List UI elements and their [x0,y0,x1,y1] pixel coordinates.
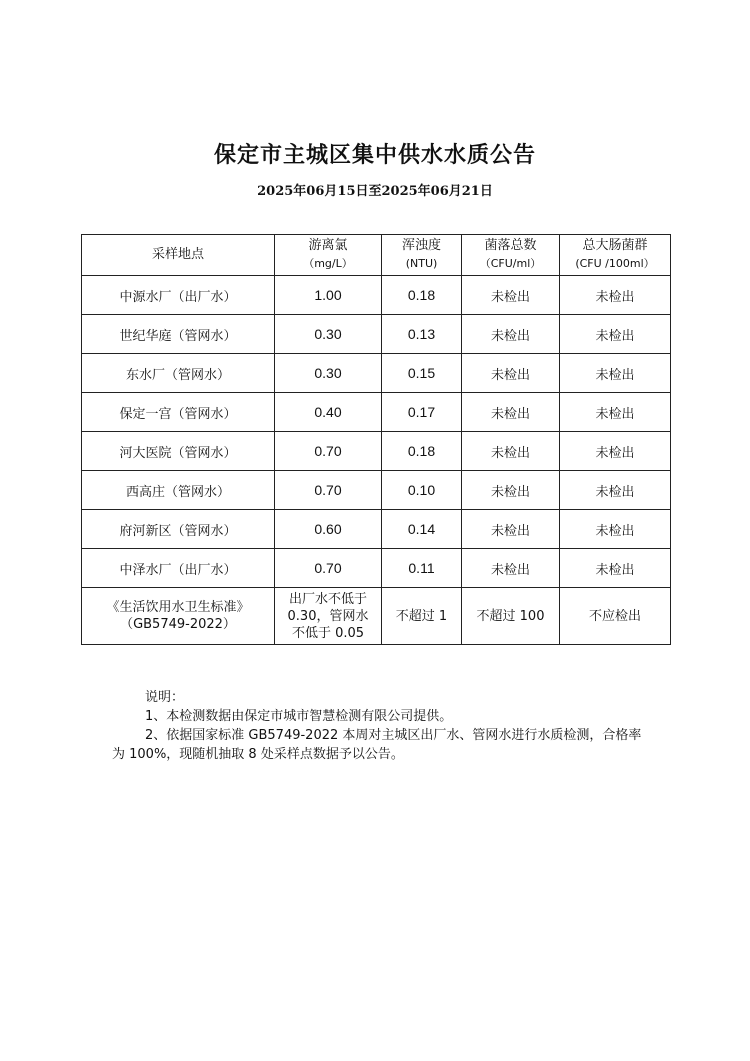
cell-site: 中泽水厂（出厂水） [82,549,275,588]
cell-colony: 未检出 [462,471,560,510]
cell-standard-name [82,588,275,645]
cell-coliform: 未检出 [560,549,671,588]
cell-chlorine: 0.30 [275,354,382,393]
cell-site: 西高庄（管网水） [82,471,275,510]
header-label: 菌落总数 [484,238,537,253]
cell-chlorine: 0.30 [275,315,382,354]
table-row [82,549,671,588]
cell-turbidity: 0.18 [382,432,462,471]
table-row [82,354,671,393]
cell-turbidity: 0.14 [382,510,462,549]
standard-chlorine-line: 0.30，管网水 [287,608,369,624]
cell-coliform: 未检出 [560,354,671,393]
table-row [82,432,671,471]
cell-site: 河大医院（管网水） [82,432,275,471]
cell-coliform: 未检出 [560,471,671,510]
cell-chlorine: 1.00 [275,276,382,315]
cell-turbidity: 0.11 [382,549,462,588]
cell-coliform: 未检出 [560,315,671,354]
cell-turbidity: 0.17 [382,393,462,432]
cell-standard-chlorine [275,588,382,645]
page-title: 保定市主城区集中供水水质公告 [213,142,536,168]
table-row [82,393,671,432]
cell-turbidity: 0.18 [382,276,462,315]
header-sampling-site [82,235,275,276]
table-row [82,510,671,549]
cell-colony: 未检出 [462,510,560,549]
table-row [82,315,671,354]
header-label: 游离氯 [308,238,348,253]
standard-row [82,588,671,645]
cell-site: 东水厂（管网水） [82,354,275,393]
header-unit: （mg/L） [303,257,353,270]
cell-coliform: 未检出 [560,393,671,432]
cell-coliform: 未检出 [560,510,671,549]
note-item: 1、本检测数据由保定市城市智慧检测有限公司提供。 [145,709,453,724]
header-unit: （CFU/ml） [479,257,542,270]
header-label: 采样地点 [151,247,204,262]
standard-chlorine-line: 不低于 0.05 [291,625,365,641]
water-quality-table [81,234,671,645]
cell-colony: 未检出 [462,549,560,588]
cell-colony: 未检出 [462,276,560,315]
cell-colony: 未检出 [462,432,560,471]
cell-turbidity: 0.15 [382,354,462,393]
cell-colony: 未检出 [462,393,560,432]
cell-colony: 未检出 [462,354,560,393]
notes-title: 说明： [145,690,185,705]
header-turbidity [382,235,462,276]
cell-coliform: 未检出 [560,276,671,315]
cell-site: 保定一宫（管网水） [82,393,275,432]
date-range: 2025年06月15日至2025年06月21日 [257,184,493,199]
standard-code: （GB5749-2022） [120,617,236,632]
header-unit: (NTU) [405,257,438,270]
standard-name: 《生活饮用水卫生标准》 [106,600,250,615]
header-unit: (CFU /100ml） [575,257,655,270]
cell-site: 府河新区（管网水） [82,510,275,549]
cell-standard-colony: 不超过 100 [462,588,560,645]
cell-colony: 未检出 [462,315,560,354]
table-header-row [82,235,671,276]
cell-chlorine: 0.40 [275,393,382,432]
table-row [82,276,671,315]
cell-site: 中源水厂（出厂水） [82,276,275,315]
notes-section [112,688,642,764]
cell-chlorine: 0.70 [275,432,382,471]
standard-chlorine-line: 出厂水不低于 [288,591,367,607]
header-label: 浑浊度 [401,238,441,253]
cell-standard-coliform: 不应检出 [560,588,671,645]
header-free-chlorine [275,235,382,276]
cell-chlorine: 0.70 [275,549,382,588]
cell-chlorine: 0.60 [275,510,382,549]
cell-standard-turbidity: 不超过 1 [382,588,462,645]
header-label: 总大肠菌群 [582,238,648,253]
header-total-coliform [560,235,671,276]
cell-turbidity: 0.13 [382,315,462,354]
table-row [82,471,671,510]
cell-site: 世纪华庭（管网水） [82,315,275,354]
cell-chlorine: 0.70 [275,471,382,510]
note-item: 2、依据国家标准 GB5749-2022 本周对主城区出厂水、管网水进行水质检测，合格率为 100%，现随机抽取 8 处采样点数据予以公告。 [112,728,642,762]
header-colony-count [462,235,560,276]
cell-coliform: 未检出 [560,432,671,471]
cell-turbidity: 0.10 [382,471,462,510]
